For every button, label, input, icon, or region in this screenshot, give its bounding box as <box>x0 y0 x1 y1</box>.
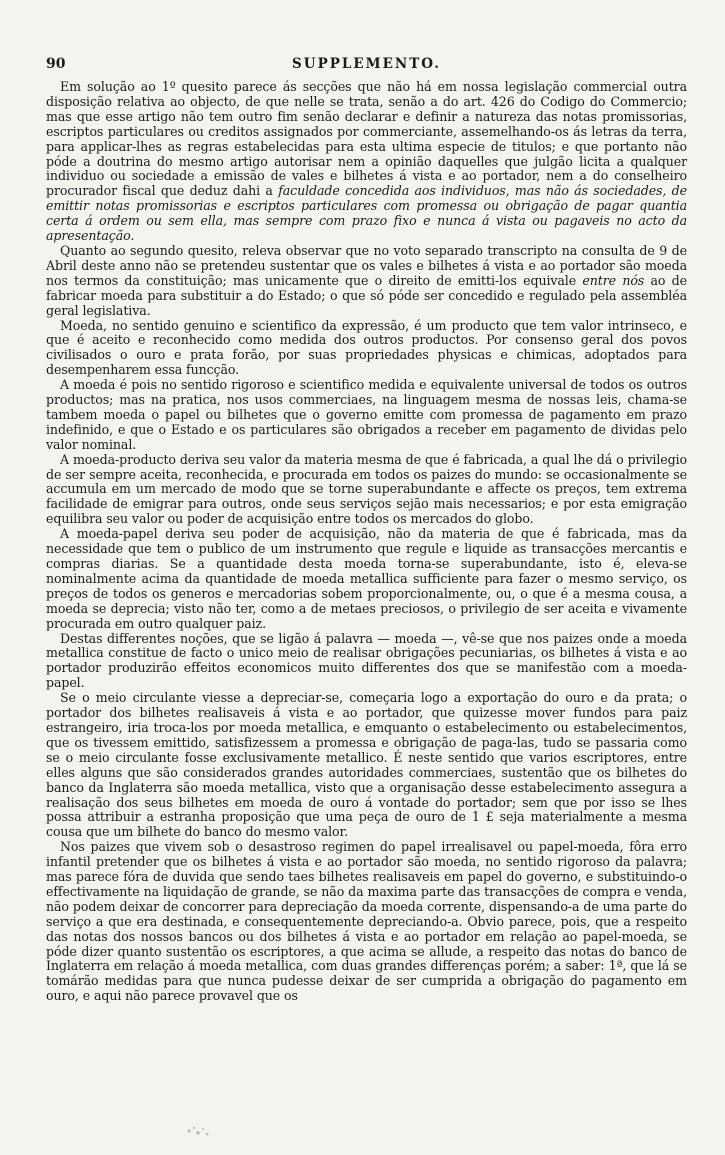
italic-text-segment: entre nós <box>582 272 645 288</box>
text-segment: Destas differentes noções, que se ligão á palavra — moeda —, vê-se que nos paizes onde a moeda metallica constitue de facto o unico meio de realisar obrigações pecuniarias, os bilhetes á vista e ao portador produzirão effeitos economicos muito differentes dos que se manifestão com a moeda-papel. <box>46 630 687 691</box>
paragraph-6 <box>46 527 687 631</box>
page-body <box>46 80 687 1004</box>
text-segment: ao de fabricar moeda para substituir a do Estado; o que só póde ser concedido e regulado pela assembléa geral legislativa. <box>46 272 687 318</box>
ink-smudge <box>183 1122 213 1140</box>
paragraph-8 <box>46 691 687 840</box>
text-segment: A moeda-papel deriva seu poder de acquisição, não da materia de que é fabricada, mas da necessidade que tem o publico de um instrumento que regule e liquide as transacções mercantis e compras diarias. Se a quantidade desta moeda torna-se superabundante, isto é, eleva-se nominalmente acima da quantidade de moeda metallica sufficiente para fazer o mesmo serviço, os preços de todos os generos e mercadorias sobem proporcionalmente, ou, o que é a mesma cousa, a moeda se deprecia; visto não ter, como a de metaes preciosos, o privilegio de ser aceita e vivamente procurada em outro qualquer paiz. <box>46 526 687 631</box>
paragraph-7 <box>46 632 687 692</box>
paragraph-3 <box>46 319 687 379</box>
paragraph-9 <box>46 840 687 1004</box>
paragraph-2 <box>46 244 687 319</box>
text-segment: A moeda-producto deriva seu valor da materia mesma de que é fabricada, a qual lhe dá o privilegio de ser sempre aceita, reconhecida, e procurada em todos os paizes do mundo: se occasionalmente se accumula em um mercado de modo que se torne superabundante e affecte os preços, tem extrema facilidade de emigrar para outros, onde seus serviços sejão mais necessarios; e por esta emigração equilibra seu valor ou poder de acquisição entre todos os mercados do globo. <box>46 451 687 527</box>
text-segment: Em solução ao 1º quesito parece ás secções que não há em nossa legislação commercial outra disposição relativa ao objecto, de que nelle se trata, senão a do art. 426 do Codigo do Commercio; mas que esse artigo não tem outro fim senão declarar e definir a natureza das notas promissorias, escriptos particulares ou creditos assignados por commerciante, assemelhando-os ás letras da terra, para applicar-lhes as regras estabelecidas para esta ultima especie de titulos; e que portanto não póde a doutrina do mesmo artigo autorisar nem a opinião daquelles que julgão licita a qualquer individuo ou sociedade a emissão de vales e bilhetes á vista e ao portador, nem a do conselheiro procurador fiscal que deduz dahi a <box>46 79 687 199</box>
running-title: SUPPLEMENTO. <box>292 56 441 72</box>
page-header <box>46 56 687 76</box>
text-segment: Quanto ao segundo quesito, releva observar que no voto separado transcripto na consulta de 9 de Abril deste anno não se pretendeu sustentar que os vales e bilhetes á vista e ao portador são moeda nos termos da constituição; mas unicamente que o direito de emitti-los equivale <box>46 242 687 288</box>
text-segment: A moeda é pois no sentido rigoroso e scientifico medida e equivalente universal de todos os outros productos; mas na pratica, nos usos commerciaes, na linguagem mesma de nossas leis, chama-se tambem moeda o papel ou bilhetes que o governo emitte com promessa de pagamento em prazo indefinido, e que o Estado e os particulares são obrigados a receber em pagamento de dividas pelo valor nominal. <box>46 377 687 452</box>
text-segment: Se o meio circulante viesse a depreciar-se, começaria logo a exportação do ouro e da prata; o portador dos bilhetes realisaveis á vista e ao portador, que quizesse mover fundos para paiz estrangeiro, iria troca-los por moeda metallica, e emquanto o estabelecimento ou estabelecimentos, que os tivessem emittido, satisfizessem a promessa e obrigação de paga-las, tudo se passaria como se o meio circulante fosse exclusivamente metallico. É neste sentido que varios escriptores, entre elles alguns que são considerados grandes autoridades commerciaes, sustentão que os bilhetes do banco da Inglaterra são moeda metallica, visto que a organisação desse estabelecimento assegura a realisação dos seus bilhetes em moeda de ouro á vontade do portador; sem que por isso se lhes possa attribuir a estranha proposição que uma peça de ouro de 1 £ seja materialmente a mesma cousa que um bilhete do banco do mesmo valor. <box>46 690 687 840</box>
text-segment: Nos paizes que vivem sob o desastroso regimen do papel irrealisavel ou papel-moeda, fôra erro infantil pretender que os bilhetes á vista e ao portador são moeda, no sentido rigoroso da palavra; mas parece fóra de duvida que sendo taes bilhetes realisaveis em papel do governo, e substituindo-o effectivamente na liquidação de grande, se não da maxima parte das transacções de compra e venda, não podem deixar de concorrer para depreciação da moeda corrente, dispensando-a de uma parte do serviço a que era destinada, e consequentemente depreciando-a. Obvio parece, pois, que a respeito das notas dos nossos bancos ou dos bilhetes á vista e ao portador em relação ao papel-moeda, se póde dizer quanto sustentão os escriptores, a que acima se allude, a respeito das notas do banco de Inglaterra em relação á moeda metallica, com duas grandes differenças porém; a saber: 1ª, que lá se tomárão medidas para que nunca pudesse deixar de ser cumprida a obrigação do pagamento em ouro, e aqui não parece provavel que os <box>46 839 687 1004</box>
paragraph-5 <box>46 453 687 528</box>
paragraph-1 <box>46 80 687 244</box>
page-number: 90 <box>46 56 66 72</box>
text-segment: Moeda, no sentido genuino e scientifico da expressão, é um producto que tem valor intrinseco, e que é aceito e reconhecido como medida dos outros productos. Por consenso geral dos povos civilisados o ouro e prata forão, por suas propriedades physicas e chimicas, adoptados para desempenharem essa funcção. <box>46 317 687 378</box>
paragraph-4 <box>46 378 687 453</box>
italic-text-segment: faculdade concedida aos individuos, mas não ás sociedades, de emittir notas promissorias e escriptos particulares com promessa ou obrigação de pagar quantia certa á ordem ou sem ella, mas sempre com prazo fixo e nunca á vista ou pagaveis no acto da apresentação. <box>46 183 687 244</box>
